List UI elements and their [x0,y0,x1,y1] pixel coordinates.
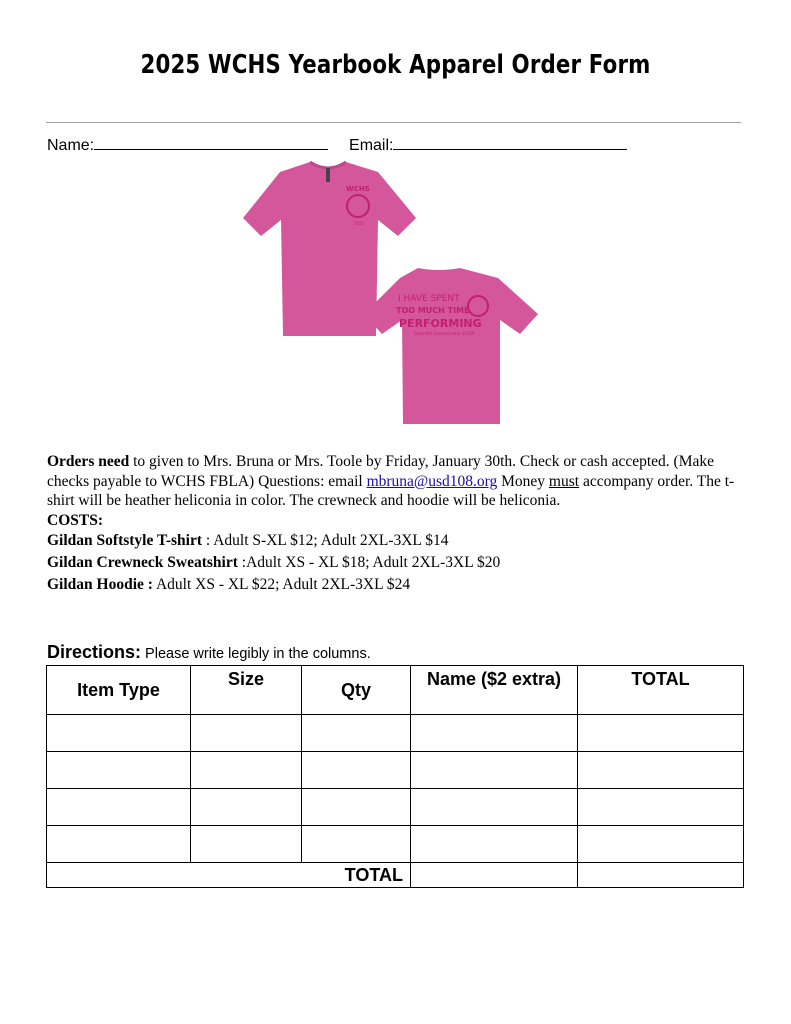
svg-text:WCHS: WCHS [346,185,370,193]
orders-text: to given to Mrs. Bruna or Mrs. Toole by Friday, January 30th. Check or cash accepted. (Make checks payable to WCHS FBLA) Questions: email [47,453,714,490]
back-print-line2: TOO MUCH TIME [396,306,470,315]
header-qty: Qty [302,666,411,715]
must-underlined: must [548,472,580,490]
order-info [47,452,747,596]
email-blank[interactable] [393,134,627,150]
cell[interactable] [191,715,302,752]
cell[interactable] [47,826,191,863]
back-print-line1: I HAVE SPENT [398,294,460,304]
cost-crewneck [47,552,747,574]
cell[interactable] [411,789,578,826]
table-row [47,715,744,752]
cell[interactable] [47,752,191,789]
header-total: TOTAL [578,666,744,715]
cell[interactable] [411,752,578,789]
table-row [47,826,744,863]
header-name: Name ($2 extra) [411,666,578,715]
directions-label: Directions: [47,642,142,662]
cost-price: :Adult XS - XL $18; Adult 2XL-3XL $20 [237,554,501,571]
cost-price: : Adult S-XL $12; Adult 2XL-3XL $14 [202,532,449,549]
cell[interactable] [191,826,302,863]
cost-item: Gildan Hoodie : [47,576,153,593]
total-row [47,863,744,888]
cost-item: Gildan Softstyle T-shirt [47,532,203,549]
order-instructions [47,452,747,511]
cell[interactable] [191,789,302,826]
tshirt-image [238,158,558,428]
back-print-line4: Said NO Forensicator EVER [414,332,475,337]
order-table [46,665,744,888]
total-label: TOTAL [47,863,411,888]
cell[interactable] [411,826,578,863]
cell[interactable] [302,826,411,863]
cell[interactable] [47,715,191,752]
directions-text: Please write legibly in the columns. [141,646,371,662]
cell[interactable] [578,752,744,789]
cost-price: Adult XS - XL $22; Adult 2XL-3XL $24 [152,576,411,593]
back-print-line3: PERFORMING [399,317,482,330]
table-row [47,752,744,789]
cell[interactable] [578,826,744,863]
contact-fields [47,134,627,155]
page-title: 2025 WCHS Yearbook Apparel Order Form [140,50,651,80]
cell[interactable] [302,752,411,789]
table-header-row [47,666,744,715]
email-link[interactable]: mbruna@usd108.org [366,472,498,490]
orders-need-bold: Orders need [47,453,130,470]
name-label: Name: [47,137,95,154]
total-name-cell[interactable] [411,863,578,888]
cost-tshirt [47,530,747,552]
directions [47,642,371,663]
grand-total-cell[interactable] [578,863,744,888]
costs-heading: COSTS: [47,511,103,529]
cell[interactable] [411,715,578,752]
divider [46,122,741,123]
cell[interactable] [302,715,411,752]
cell[interactable] [302,789,411,826]
header-size: Size [191,666,302,715]
email-label: Email: [349,137,394,154]
table-row [47,789,744,826]
cell[interactable] [47,789,191,826]
cost-item: Gildan Crewneck Sweatshirt [47,554,238,571]
shirt-back [364,268,538,424]
cost-hoodie [47,574,747,596]
rest-text: accompany order. The t-shirt will be heather heliconia in color. The crewneck and hoodie will be heliconia. [47,472,735,509]
header-item-type: Item Type [47,666,191,715]
svg-text:2025: 2025 [354,221,365,226]
money-text: Money [497,472,549,490]
cell[interactable] [578,789,744,826]
cell[interactable] [578,715,744,752]
name-blank[interactable] [94,134,328,150]
cell[interactable] [191,752,302,789]
